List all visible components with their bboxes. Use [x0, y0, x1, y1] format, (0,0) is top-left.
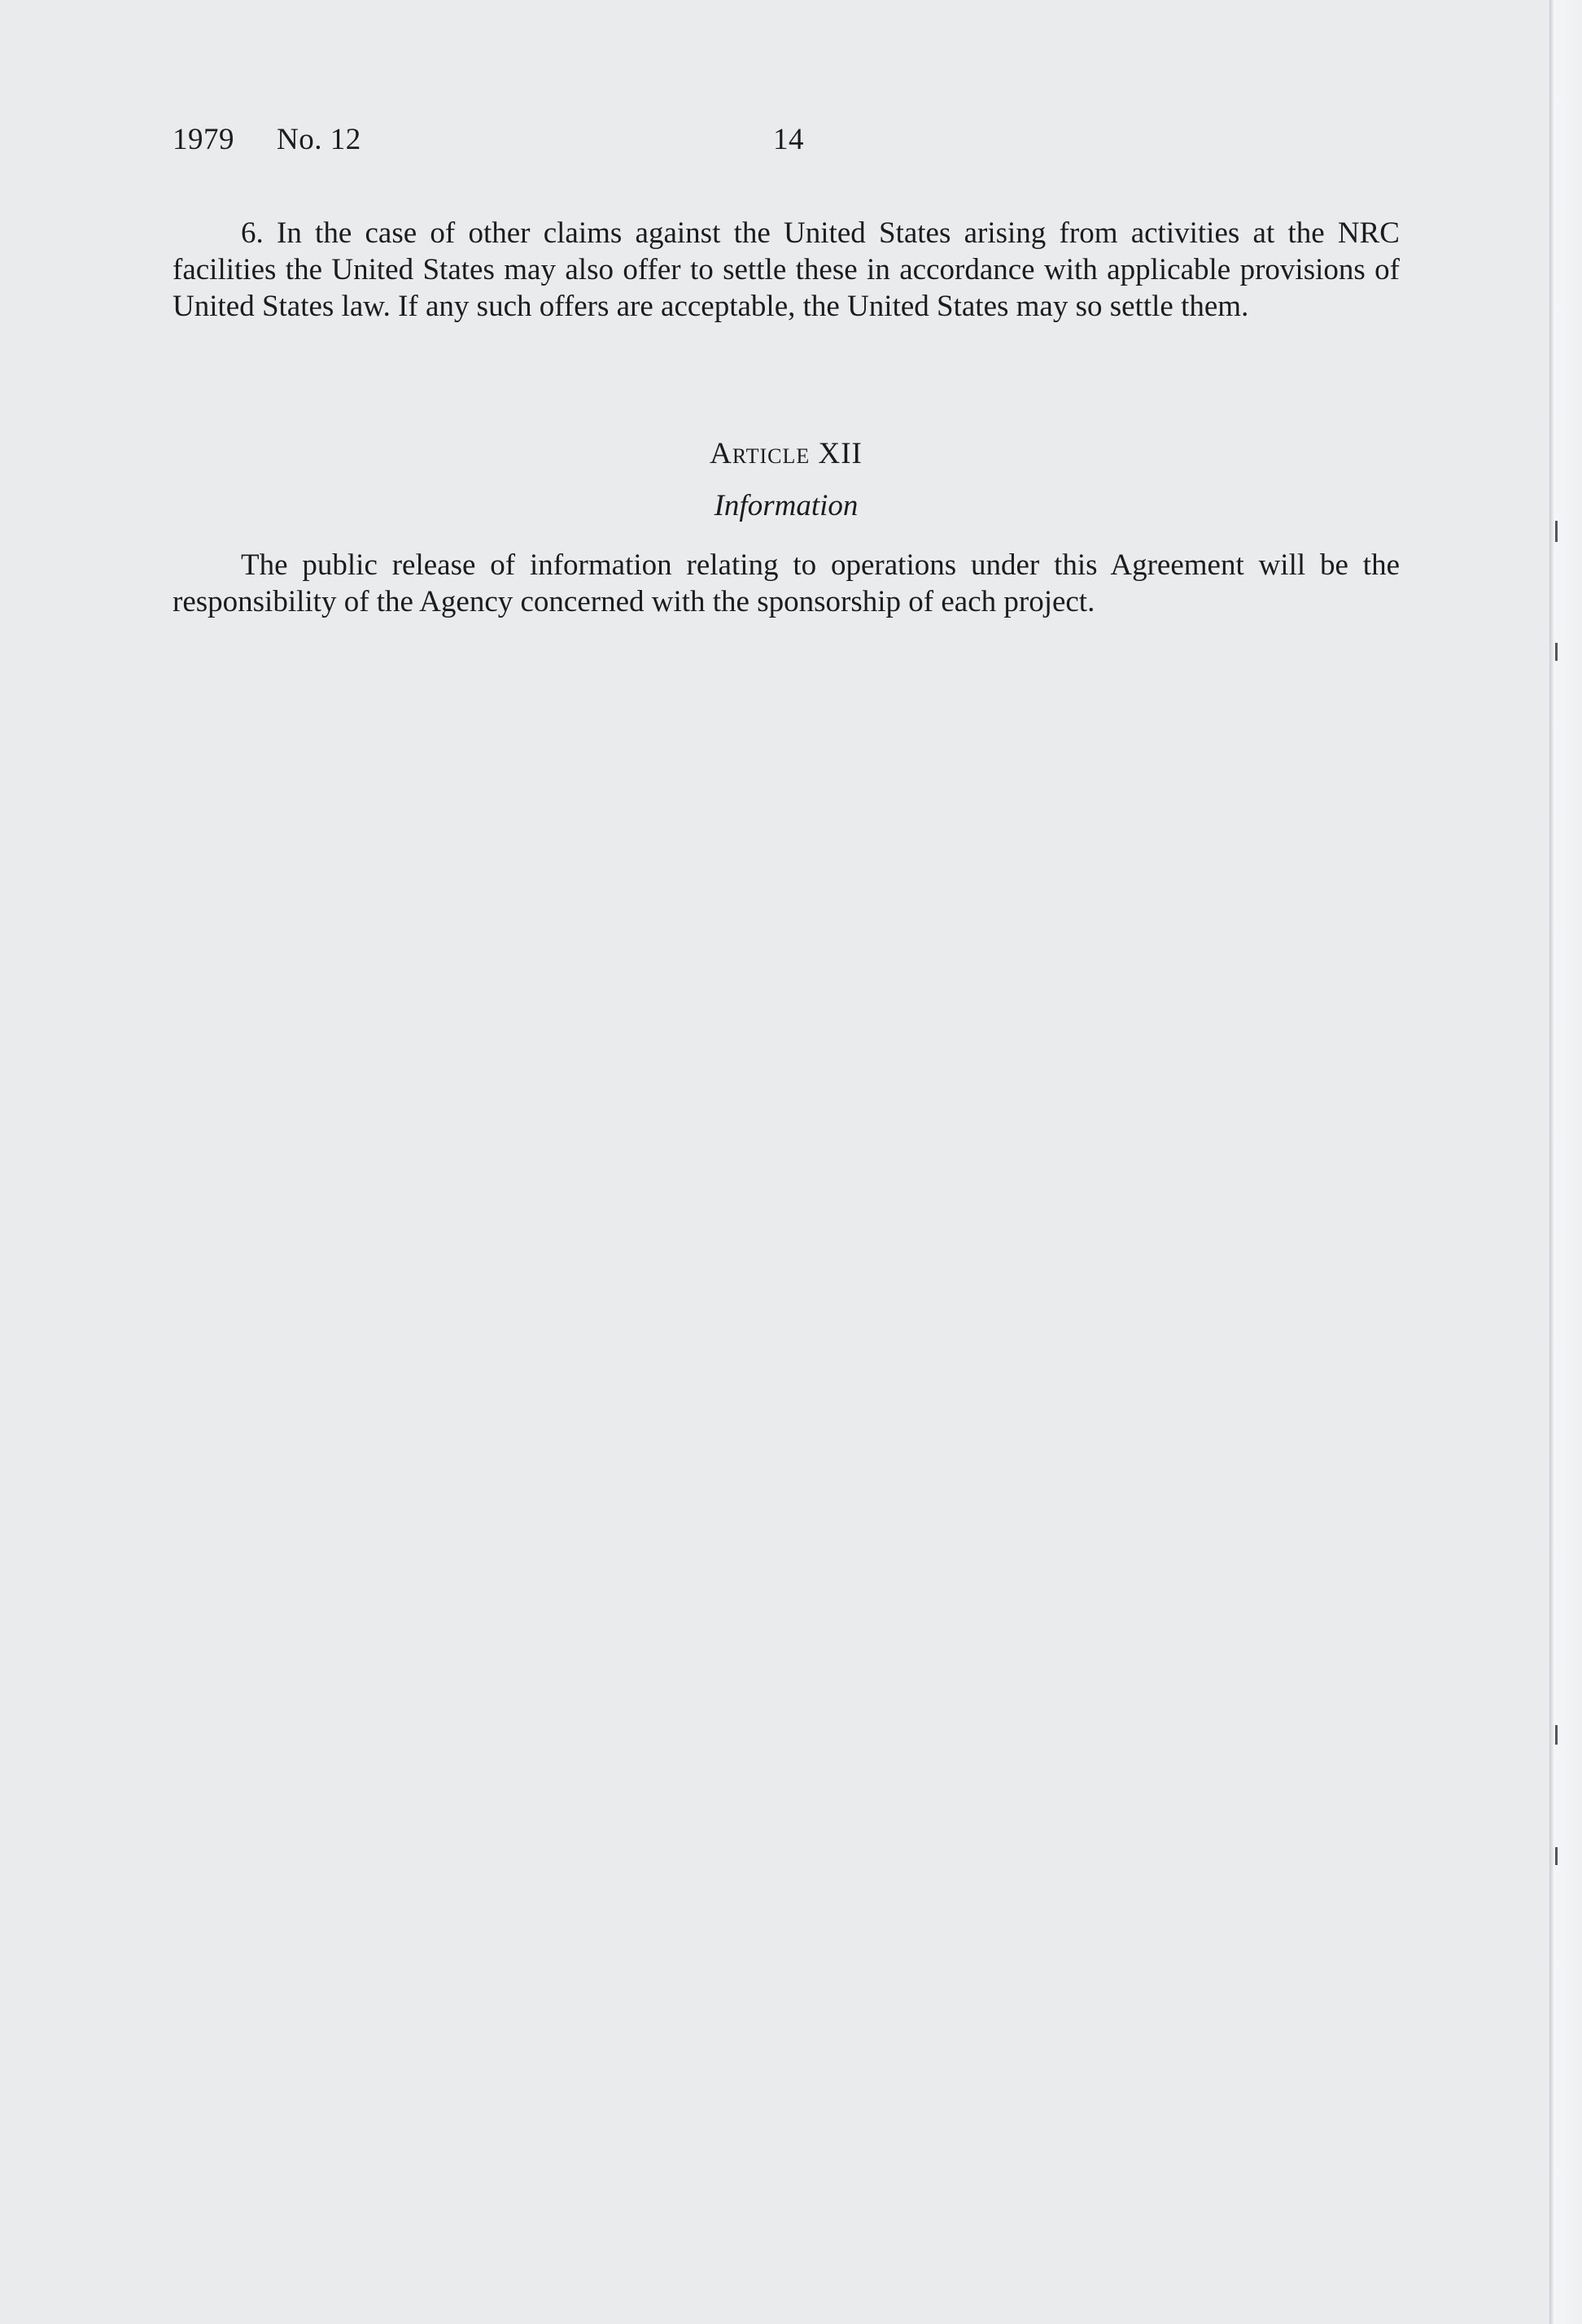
header-year: 1979 [173, 123, 234, 156]
edge-mark [1555, 1847, 1558, 1865]
article-heading: Article XII [710, 437, 863, 470]
edge-mark [1555, 521, 1558, 542]
paragraph-information: The public release of information relating to operations under this Agreement will be the responsibility of the Agency concerned with the sponsorship of each project. [173, 548, 1400, 618]
article-title: Information [714, 489, 859, 522]
header-number: No. 12 [277, 123, 361, 156]
edge-mark [1555, 1725, 1558, 1745]
edge-mark [1555, 643, 1558, 661]
page-edge [1549, 0, 1582, 2324]
page-number: 14 [773, 123, 804, 156]
paragraph-claims: 6. In the case of other claims against the United States arising from activities at the NRC facilities the United States may also offer to settle these in accordance with applicable provisions of United States law. If any such offers are acceptable, the United States may so settle them. [173, 216, 1400, 323]
